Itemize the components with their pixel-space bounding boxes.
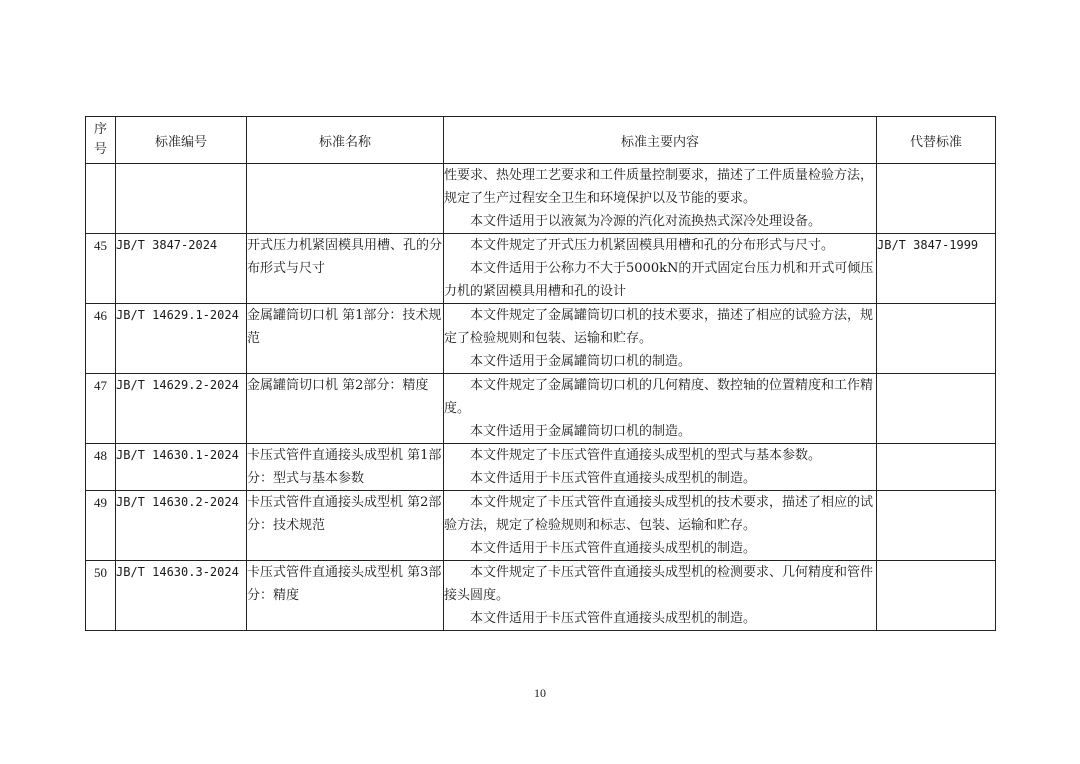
row-content-paragraph: 本文件规定了卡压式管件直通接头成型机的技术要求，描述了相应的试验方法，规定了检验规则和标志、包装、运输和贮存。 [444, 495, 874, 533]
row-name: 金属罐筒切口机 第1部分：技术规范 [247, 304, 444, 374]
row-code [116, 164, 247, 234]
row-content-paragraph: 本文件规定了卡压式管件直通接头成型机的检测要求、几何精度和管件接头圆度。 [444, 565, 874, 603]
page-number: 10 [534, 686, 546, 700]
row-content [444, 304, 877, 374]
row-replaces: JB/T 3847-1999 [877, 234, 996, 304]
row-replaces [877, 374, 996, 444]
row-name: 金属罐筒切口机 第2部分：精度 [247, 374, 444, 444]
row-replaces [877, 491, 996, 561]
row-content [444, 561, 877, 631]
row-number: 45 [86, 234, 116, 304]
row-content-paragraph: 本文件适用于卡压式管件直通接头成型机的制造。 [470, 471, 757, 486]
row-number: 47 [86, 374, 116, 444]
header-code: 标准编号 [116, 117, 247, 164]
row-content-paragraph: 本文件适用于公称力不大于5000kN的开式固定台压力机和开式可倾压力机的紧固模具用槽和孔的设计 [444, 261, 874, 299]
row-content-paragraph: 性要求、热处理工艺要求和工件质量控制要求，描述了工件质量检验方法，规定了生产过程安全卫生和环境保护以及节能的要求。 [444, 168, 874, 206]
header-name: 标准名称 [247, 117, 444, 164]
row-content [444, 444, 877, 491]
header-seq-top: 序 [93, 122, 107, 137]
row-replaces [877, 304, 996, 374]
row-content [444, 164, 877, 234]
row-code: JB/T 14630.3-2024 [116, 561, 247, 631]
row-name [247, 164, 444, 234]
row-content-paragraph: 本文件规定了卡压式管件直通接头成型机的型式与基本参数。 [470, 448, 822, 463]
row-content-paragraph: 本文件适用于金属罐筒切口机的制造。 [470, 354, 692, 369]
row-code: JB/T 14630.1-2024 [116, 444, 247, 491]
header-seq [86, 117, 116, 164]
header-replaces: 代替标准 [877, 117, 996, 164]
row-number [86, 164, 116, 234]
row-code: JB/T 14630.2-2024 [116, 491, 247, 561]
table-row [86, 304, 996, 374]
row-number: 48 [86, 444, 116, 491]
row-replaces [877, 561, 996, 631]
table-row [86, 374, 996, 444]
row-name: 卡压式管件直通接头成型机 第2部分：技术规范 [247, 491, 444, 561]
table-header-row [86, 117, 996, 164]
row-content-paragraph: 本文件适用于卡压式管件直通接头成型机的制造。 [470, 541, 757, 556]
table-row [86, 561, 996, 631]
row-content-paragraph: 本文件规定了金属罐筒切口机的几何精度、数控轴的位置精度和工作精度。 [444, 378, 874, 416]
row-number: 49 [86, 491, 116, 561]
table-row [86, 491, 996, 561]
table-row [86, 164, 996, 234]
row-content-paragraph: 本文件规定了开式压力机紧固模具用槽和孔的分布形式与尺寸。 [470, 238, 835, 253]
row-content [444, 491, 877, 561]
row-content-paragraph: 本文件适用于卡压式管件直通接头成型机的制造。 [470, 611, 757, 626]
header-content: 标准主要内容 [444, 117, 877, 164]
row-name: 开式压力机紧固模具用槽、孔的分布形式与尺寸 [247, 234, 444, 304]
row-content-paragraph: 本文件适用于金属罐筒切口机的制造。 [470, 424, 692, 439]
row-code: JB/T 14629.1-2024 [116, 304, 247, 374]
row-replaces [877, 164, 996, 234]
row-number: 46 [86, 304, 116, 374]
header-seq-bottom: 号 [93, 142, 107, 157]
row-number: 50 [86, 561, 116, 631]
row-content-paragraph: 本文件规定了金属罐筒切口机的技术要求，描述了相应的试验方法，规定了检验规则和包装、运输和贮存。 [444, 308, 874, 346]
table-row [86, 234, 996, 304]
standards-table [85, 116, 996, 631]
row-name: 卡压式管件直通接头成型机 第1部分：型式与基本参数 [247, 444, 444, 491]
row-content [444, 374, 877, 444]
row-code: JB/T 14629.2-2024 [116, 374, 247, 444]
row-code: JB/T 3847-2024 [116, 234, 247, 304]
row-content [444, 234, 877, 304]
row-replaces [877, 444, 996, 491]
row-content-paragraph: 本文件适用于以液氮为冷源的汽化对流换热式深冷处理设备。 [470, 214, 822, 229]
table-row [86, 444, 996, 491]
row-name: 卡压式管件直通接头成型机 第3部分：精度 [247, 561, 444, 631]
